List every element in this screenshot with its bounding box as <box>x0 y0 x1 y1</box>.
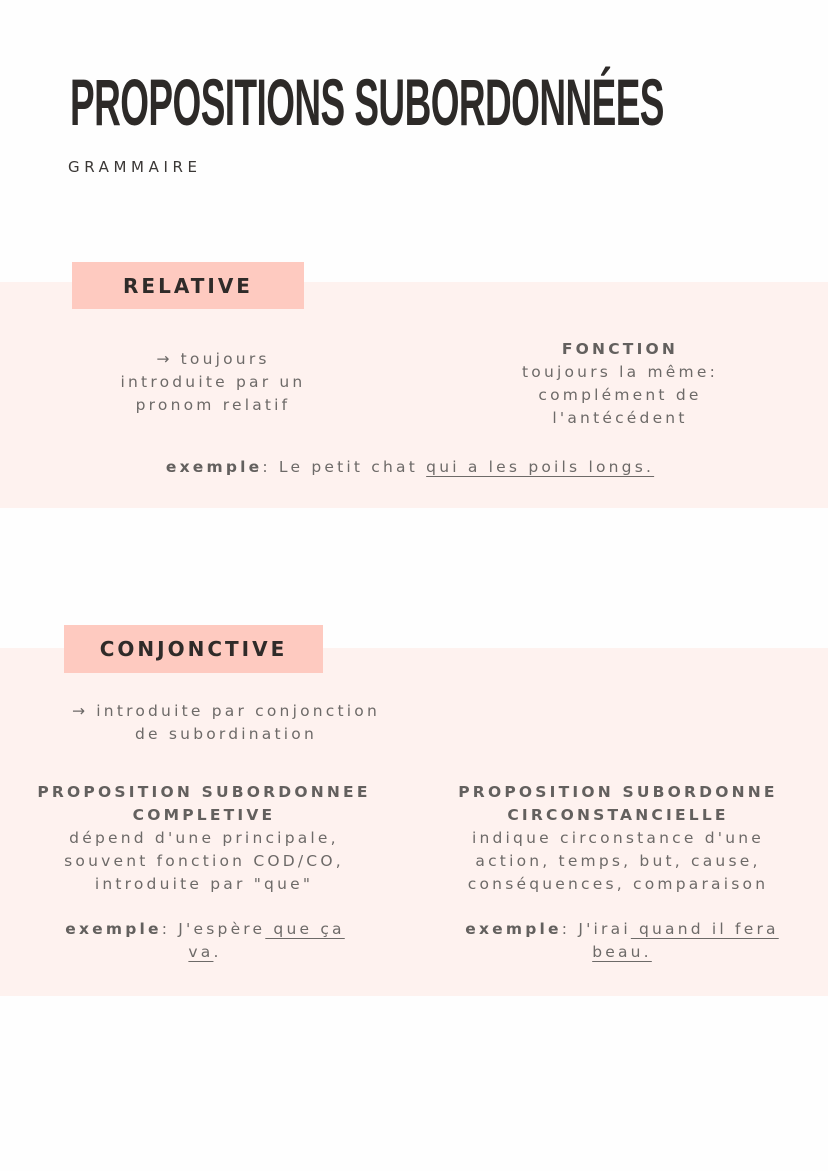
page-subtitle: GRAMMAIRE <box>68 158 202 176</box>
example-text: : J'espère <box>161 920 266 938</box>
relative-example <box>100 456 720 479</box>
circonstancielle-line: action, temps, but, cause, <box>475 852 761 870</box>
conjonctive-definition-line: → introduite par conjonction <box>71 702 381 720</box>
relative-definition <box>96 348 330 417</box>
relative-definition-line: introduite par un <box>120 373 306 391</box>
fonction-line: toujours la même: <box>522 363 718 381</box>
completive-line: souvent fonction COD/CO, <box>64 852 344 870</box>
fonction-heading: FONCTION <box>561 340 679 358</box>
page-title: PROPOSITIONS SUBORDONNÉES <box>70 65 664 139</box>
example-underlined: qui a les poils longs. <box>426 458 655 476</box>
circonstancielle-example <box>436 918 808 964</box>
fonction-line: l'antécédent <box>552 409 688 427</box>
example-label: exemple <box>165 458 263 476</box>
completive-line: dépend d'une principale, <box>69 829 339 847</box>
completive-example <box>40 918 370 964</box>
circonstancielle-heading: PROPOSITION SUBORDONNE <box>458 783 778 801</box>
relative-fonction <box>500 338 740 430</box>
relative-definition-line: → toujours <box>156 350 270 368</box>
example-underlined: va <box>188 943 214 961</box>
conjonctive-tag: CONJONCTIVE <box>64 625 323 673</box>
completive-example-line <box>40 918 370 941</box>
circonstancielle-block <box>430 781 806 896</box>
example-text: : Le petit chat <box>262 458 427 476</box>
circonstancielle-example-line <box>436 941 808 964</box>
fonction-line: complément de <box>538 386 702 404</box>
example-label: exemple <box>465 920 562 938</box>
relative-tag: RELATIVE <box>72 262 304 309</box>
circonstancielle-heading: CIRCONSTANCIELLE <box>507 806 729 824</box>
example-underlined: beau. <box>592 943 652 961</box>
relative-definition-line: pronom relatif <box>135 396 291 414</box>
example-underlined: quand il fera <box>630 920 779 938</box>
circonstancielle-example-line <box>436 918 808 941</box>
completive-block <box>14 781 394 896</box>
example-underlined: que ça <box>265 920 345 938</box>
completive-heading: PROPOSITION SUBORDONNEE <box>37 783 371 801</box>
example-text: : J'irai <box>561 920 631 938</box>
circonstancielle-line: conséquences, comparaison <box>467 875 769 893</box>
conjonctive-definition <box>36 700 416 746</box>
circonstancielle-line: indique circonstance d'une <box>471 829 765 847</box>
completive-line: introduite par "que" <box>94 875 314 893</box>
conjonctive-definition-line: de subordination <box>135 725 317 743</box>
completive-example-line <box>40 941 370 964</box>
example-end: . <box>213 943 222 961</box>
completive-heading: COMPLETIVE <box>132 806 276 824</box>
example-label: exemple <box>65 920 162 938</box>
